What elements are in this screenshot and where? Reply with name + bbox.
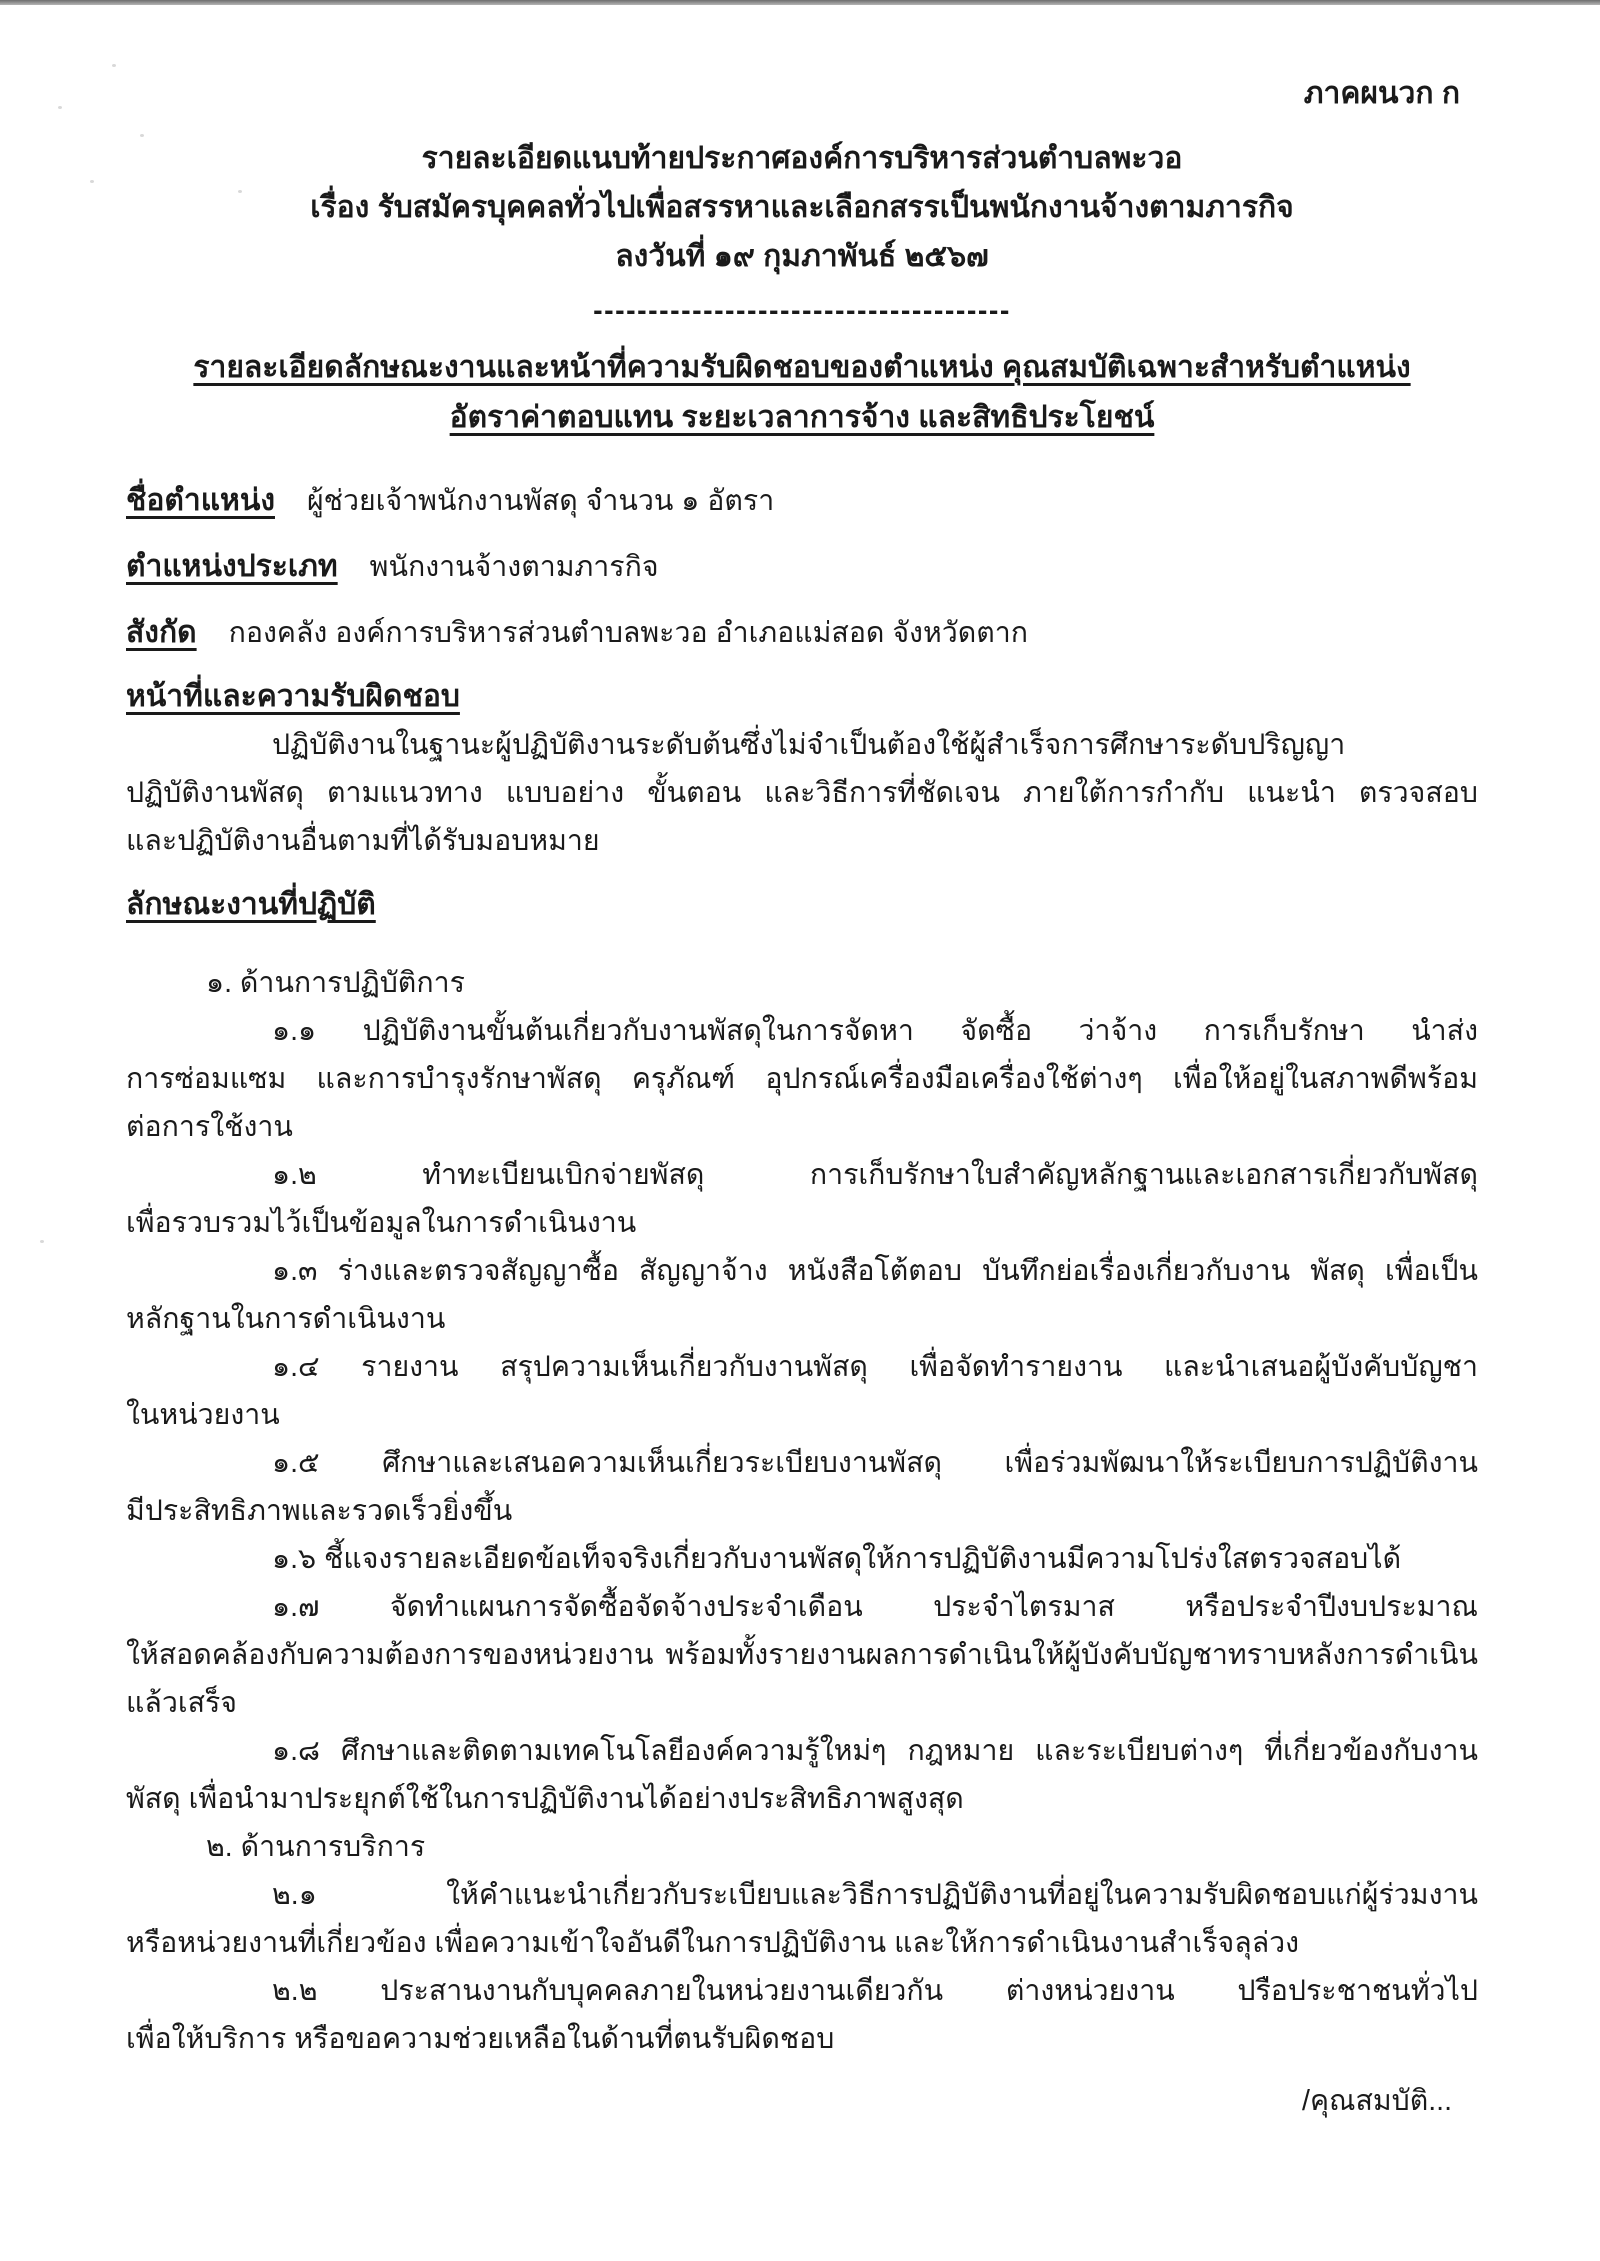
job-description-heading: ลักษณะงานที่ปฏิบัติ [126, 888, 376, 921]
category-1-heading: ๑. ด้านการปฏิบัติการ [206, 967, 465, 999]
item-1-3-line-1: ๑.๓ ร่างและตรวจสัญญาซื้อ สัญญาจ้าง หนังสือโต้ตอบ บันทึกย่อเรื่องเกี่ยวกับงาน พัสดุ เพื่อเป็น [272, 1255, 1478, 1287]
continuation-note: /คุณสมบัติ... [1302, 2085, 1452, 2117]
field-value: ผู้ช่วยเจ้าพนักงานพัสดุ จำนวน ๑ อัตรา [306, 485, 775, 517]
item-1-3-line-2: หลักฐานในการดำเนินงาน [126, 1303, 446, 1335]
item-1-1-line-2: การซ่อมแซม และการบำรุงรักษาพัสดุ ครุภัณฑ์ อุปกรณ์เครื่องมือเครื่องใช้ต่างๆ เพื่อให้อยู่ในสภาพดีพร้อม [126, 1063, 1478, 1095]
doc-title-line-2: เรื่อง รับสมัครบุคคลทั่วไปเพื่อสรรหาและเลือกสรรเป็นพนักงานจ้างตามภารกิจ [310, 191, 1294, 224]
item-1-8-line-2: พัสดุ เพื่อนำมาประยุกต์ใช้ในการปฏิบัติงานได้อย่างประสิทธิภาพสูงสุด [126, 1783, 964, 1815]
field-label: สังกัด [126, 616, 197, 649]
item-1-4-line-2: ในหน่วยงาน [126, 1399, 280, 1431]
item-1-7-line-2: ให้สอดคล้องกับความต้องการของหน่วยงาน พร้อมทั้งรายงานผลการดำเนินให้ผู้บังคับบัญชาทราบหลังการดำเนิน [126, 1639, 1478, 1671]
item-1-7-line-3: แล้วเสร็จ [126, 1687, 237, 1719]
item-2-1-line-1: ๒.๑ ให้คำแนะนำเกี่ยวกับระเบียบและวิธีการปฏิบัติงานที่อยู่ในความรับผิดชอบแก่ผู้ร่วมงาน [272, 1879, 1478, 1911]
position-type-row [126, 543, 1478, 591]
appendix-label: ภาคผนวก ก [1303, 77, 1460, 110]
item-1-2-line-1: ๑.๒ ทำทะเบียนเบิกจ่ายพัสดุ การเก็บรักษาใบสำคัญหลักฐานและเอกสารเกี่ยวกับพัสดุ [272, 1159, 1478, 1191]
document-body [126, 70, 1478, 2125]
item-2-2-line-2: เพื่อให้บริการ หรือขอความช่วยเหลือในด้านที่ตนรับผิดชอบ [126, 2023, 835, 2055]
item-1-7-line-1: ๑.๗ จัดทำแผนการจัดซื้อจัดจ้างประจำเดือน ประจำไตรมาส หรือประจำปีงบประมาณ [272, 1591, 1478, 1623]
field-value: กองคลัง องค์การบริหารส่วนตำบลพะวอ อำเภอแม่สอด จังหวัดตาก [228, 617, 1029, 649]
item-1-5-line-1: ๑.๕ ศึกษาและเสนอความเห็นเกี่ยวระเบียบงานพัสดุ เพื่อร่วมพัฒนาให้ระเบียบการปฏิบัติงาน [272, 1447, 1478, 1479]
item-1-8-line-1: ๑.๘ ศึกษาและติดตามเทคโนโลยีองค์ความรู้ใหม่ๆ กฎหมาย และระเบียบต่างๆ ที่เกี่ยวข้องกับงาน [272, 1735, 1478, 1767]
section-title-line-1: รายละเอียดลักษณะงานและหน้าที่ความรับผิดชอบของตำแหน่ง คุณสมบัติเฉพาะสำหรับตำแหน่ง [193, 351, 1411, 384]
duties-para-line-3: และปฏิบัติงานอื่นตามที่ได้รับมอบหมาย [126, 825, 600, 857]
duties-heading: หน้าที่และความรับผิดชอบ [126, 680, 460, 713]
position-name-row [126, 477, 1478, 525]
field-value: พนักงานจ้างตามภารกิจ [369, 551, 659, 583]
duties-para-line-1: ปฏิบัติงานในฐานะผู้ปฏิบัติงานระดับต้นซึ่งไม่จำเป็นต้องใช้ผู้สำเร็จการศึกษาระดับปริญญา [272, 729, 1346, 761]
item-1-2-line-2: เพื่อรวบรวมไว้เป็นข้อมูลในการดำเนินงาน [126, 1207, 637, 1239]
item-2-1-line-2: หรือหน่วยงานที่เกี่ยวข้อง เพื่อความเข้าใจอันดีในการปฏิบัติงาน และให้การดำเนินงานสำเร็จลุล่วง [126, 1927, 1300, 1959]
affiliation-row [126, 609, 1478, 657]
item-1-6-line-1: ๑.๖ ชี้แจงรายละเอียดข้อเท็จจริงเกี่ยวกับงานพัสดุให้การปฏิบัติงานมีความโปร่งใสตรวจสอบได้ [272, 1543, 1402, 1575]
field-label: ชื่อตำแหน่ง [126, 484, 275, 517]
item-1-1-line-1: ๑.๑ ปฏิบัติงานขั้นต้นเกี่ยวกับงานพัสดุในการจัดหา จัดซื้อ ว่าจ้าง การเก็บรักษา นำส่ง [272, 1015, 1478, 1047]
duties-para-line-2: ปฏิบัติงานพัสดุ ตามแนวทาง แบบอย่าง ขั้นตอน และวิธีการที่ชัดเจน ภายใต้การกำกับ แนะนำ ตรวจสอบ [126, 777, 1478, 809]
doc-title-line-3: ลงวันที่ ๑๙ กุมภาพันธ์ ๒๕๖๗ [615, 240, 989, 273]
field-label: ตำแหน่งประเภท [126, 550, 338, 583]
category-2-heading: ๒. ด้านการบริการ [206, 1831, 426, 1863]
item-2-2-line-1: ๒.๒ ประสานงานกับบุคคลภายในหน่วยงานเดียวกัน ต่างหน่วยงาน ปรือประชาชนทั่วไป [272, 1975, 1478, 2007]
separator-dashes: -------------------------------------- [593, 295, 1011, 327]
item-1-1-line-3: ต่อการใช้งาน [126, 1111, 293, 1143]
doc-title-line-1: รายละเอียดแนบท้ายประกาศองค์การบริหารส่วนตำบลพะวอ [421, 142, 1183, 175]
section-title-line-2: อัตราค่าตอบแทน ระยะเวลาการจ้าง และสิทธิประโยชน์ [449, 401, 1155, 434]
item-1-4-line-1: ๑.๔ รายงาน สรุปความเห็นเกี่ยวกับงานพัสดุ เพื่อจัดทำรายงาน และนำเสนอผู้บังคับบัญชา [272, 1351, 1478, 1383]
item-1-5-line-2: มีประสิทธิภาพและรวดเร็วยิ่งขึ้น [126, 1495, 513, 1527]
